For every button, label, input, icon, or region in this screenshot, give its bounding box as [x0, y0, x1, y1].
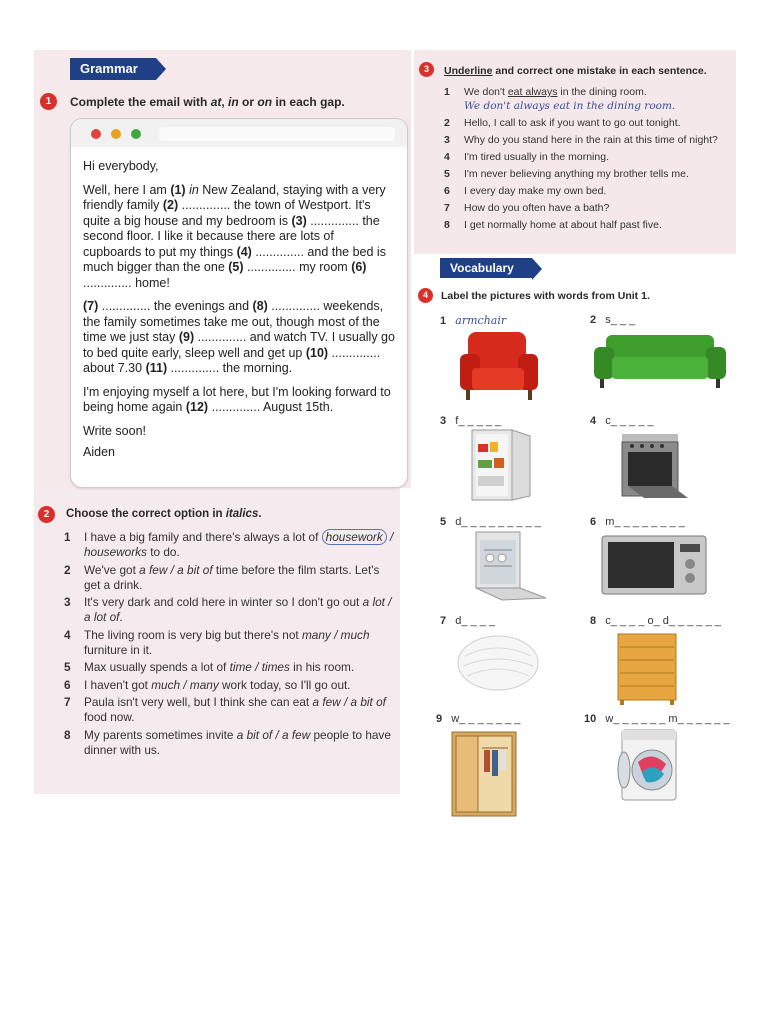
- vocab-blank: w_ _ _ _ _ _ _: [451, 713, 521, 725]
- text-run: I get normally home at about half past five.: [464, 218, 662, 231]
- text-run: in the dining room.: [557, 86, 647, 98]
- list-item: [444, 219, 734, 233]
- italic-option: many / much: [301, 627, 370, 642]
- vocab-label-2: [590, 314, 635, 326]
- text-run: time before the film starts. Let's get a drink.: [84, 562, 380, 592]
- list-item: [444, 151, 734, 165]
- exercise-3-number: 3: [419, 62, 434, 77]
- text-run: .............. the town of Westport. It's quite a big house and my bedroom is: [83, 198, 371, 228]
- vocab-answer: armchair: [455, 314, 507, 327]
- email-title-bar: [71, 119, 407, 147]
- list-item: [444, 185, 734, 199]
- instruction-text: in each gap.: [272, 95, 345, 109]
- instruction-text: or: [238, 95, 258, 109]
- grammar-banner-text: Grammar: [80, 61, 138, 76]
- text-run: .: [119, 610, 123, 624]
- text-run: furniture in it.: [84, 642, 153, 657]
- vocab-label-8: [590, 615, 721, 627]
- text-run: .............. weekends, the family sometimes take me out, though most of the time we just stay: [83, 299, 384, 344]
- item-number: 3: [444, 133, 450, 146]
- handwritten-answer: We don't always eat in the dining room.: [464, 99, 676, 112]
- item-number: 4: [64, 627, 71, 642]
- text-run: Max usually spends a lot of: [84, 660, 230, 674]
- cooker-icon: [618, 430, 690, 502]
- text-run: .............. and watch TV. I usually go to bed quite early, sleep well and get up: [83, 330, 395, 360]
- vocab-number: 8: [590, 615, 597, 627]
- vocab-label-3: [440, 415, 501, 427]
- text-run: We don't: [464, 86, 508, 98]
- vocab-label-6: [590, 516, 685, 528]
- chest-of-drawers-icon: [616, 632, 680, 706]
- vocab-number: 9: [436, 713, 443, 725]
- text-run: .............. August 15th.: [208, 400, 334, 414]
- email-body: [83, 159, 395, 469]
- text-run: The living room is very big but there's not: [84, 627, 302, 642]
- gap-number: (1): [170, 182, 190, 197]
- list-item: [64, 678, 394, 693]
- instruction-text: ,: [221, 95, 229, 109]
- item-number: 8: [444, 218, 450, 231]
- gap-number: (12): [185, 400, 209, 414]
- vocab-label-1: [440, 314, 506, 327]
- email-address-bar: [159, 127, 395, 141]
- instruction-text: and correct one mistake in each sentence.: [492, 65, 707, 77]
- email-paragraph-1: [83, 183, 395, 292]
- italic-option: a few / a bit of: [139, 562, 213, 577]
- instruction-option: at: [210, 95, 222, 109]
- vocabulary-banner-text: Vocabulary: [450, 261, 514, 275]
- email-sender-name: Aiden: [83, 445, 115, 459]
- instruction-option: on: [257, 95, 273, 109]
- text-run: to do.: [146, 545, 180, 559]
- italic-option: a bit of / a few: [236, 727, 311, 742]
- vocab-number: 10: [584, 713, 597, 725]
- vocab-label-10: [584, 713, 730, 725]
- text-run: Hello, I call to ask if you want to go out tonight.: [464, 116, 681, 129]
- text-run: people to have dinner with us.: [84, 727, 391, 757]
- text-run: How do you often have a bath?: [464, 201, 610, 214]
- italic-option: a few / a bit of: [312, 695, 386, 709]
- list-item: [64, 595, 394, 625]
- vocab-blank: d_ _ _ _: [455, 615, 496, 627]
- vocab-blank: d_ _ _ _ _ _ _ _ _: [455, 516, 541, 528]
- italic-option: a lot / a lot of: [84, 595, 392, 624]
- fridge-icon: [470, 428, 532, 502]
- exercise-4-number: 4: [418, 288, 433, 303]
- vocab-label-5: [440, 516, 541, 528]
- underlined-mistake: eat always: [507, 86, 558, 98]
- vocab-number: 1: [440, 315, 447, 327]
- gap-number: (7): [83, 299, 99, 313]
- instruction-option: in: [228, 95, 239, 109]
- email-paragraph-2: [83, 299, 395, 377]
- text-run: I'm tired usually in the morning.: [464, 150, 609, 163]
- gap-number: (2): [162, 198, 179, 212]
- list-item: [444, 86, 734, 113]
- vocab-number: 3: [440, 415, 447, 427]
- item-number: 1: [64, 530, 71, 544]
- text-run: New Zealand, staying with a very friendly family: [83, 182, 386, 212]
- text-run: .............. home!: [83, 275, 170, 290]
- duvet-icon: [455, 632, 541, 694]
- gap-number: (10): [305, 345, 329, 360]
- italic-option: / housewor​ks: [84, 530, 394, 559]
- instruction-underlined: Underline: [444, 65, 493, 77]
- item-number: 8: [64, 727, 71, 742]
- italic-option: time / times: [229, 660, 290, 674]
- vocab-blank: s_ _ _: [605, 314, 636, 326]
- text-run: I'm enjoying myself a lot here, but I'm looking forward to being home again: [83, 384, 391, 414]
- text-run: .............. the evenings and: [98, 299, 253, 313]
- list-item: [444, 117, 734, 131]
- microwave-icon: [600, 534, 710, 598]
- item-number: 1: [444, 86, 450, 98]
- text-run: .............. the morning.: [167, 361, 293, 375]
- item-number: 2: [64, 562, 71, 577]
- exercise-2-instruction: [66, 508, 262, 520]
- item-number: 6: [444, 184, 450, 197]
- text-run: We've got: [84, 562, 140, 577]
- vocab-blank: c_ _ _ _ o_ d_ _ _ _ _ _: [605, 615, 721, 627]
- vocab-number: 4: [590, 415, 597, 427]
- exercise-1-number: 1: [40, 93, 57, 110]
- armchair-icon: [458, 328, 540, 404]
- item-number: 5: [64, 660, 71, 674]
- washing-machine-icon: [614, 728, 680, 804]
- text-run: I haven't got: [84, 677, 152, 692]
- dishwasher-icon: [472, 530, 550, 602]
- italic-option: much / many: [151, 677, 219, 692]
- gap-number: (9): [178, 330, 195, 344]
- text-run: My parents sometimes invite: [84, 727, 237, 742]
- vocab-label-7: [440, 615, 495, 627]
- vocab-number: 6: [590, 516, 597, 528]
- sofa-icon: [592, 333, 728, 391]
- text-run: food now.: [84, 710, 135, 724]
- gap-number: (4): [236, 244, 252, 259]
- text-run: Why do you stand here in the rain at this time of night?: [464, 133, 718, 146]
- italic-option: in: [189, 182, 199, 197]
- list-item: [444, 202, 734, 216]
- maximize-dot-icon: [131, 129, 141, 139]
- item-number: 2: [444, 116, 450, 129]
- vocab-blank: f_ _ _ _ _: [455, 415, 502, 427]
- text-run: .............. about 7.30: [83, 345, 381, 375]
- vocab-number: 2: [590, 314, 597, 326]
- text-run: in his room.: [289, 660, 355, 674]
- exercise-3-list: [444, 86, 734, 236]
- vocab-number: 7: [440, 615, 447, 627]
- gap-number: (8): [252, 299, 268, 313]
- list-item: [444, 134, 734, 148]
- item-number: 3: [64, 595, 71, 609]
- list-item: [64, 530, 394, 560]
- vocab-blank: c_ _ _ _ _: [605, 415, 654, 427]
- exercise-4-instruction: Label the pictures with words from Unit 1.: [441, 290, 650, 302]
- text-run: work today, so I'll go out.: [218, 677, 351, 692]
- minimize-dot-icon: [111, 129, 121, 139]
- text-run: Well, here I am: [83, 182, 171, 197]
- list-item: [64, 660, 394, 675]
- vocab-blank: m_ _ _ _ _ _ _ _: [605, 516, 685, 528]
- instruction-text: Choose the correct option in: [66, 508, 226, 520]
- exercise-2-number: 2: [38, 506, 55, 523]
- list-item: [64, 728, 394, 758]
- email-window: [70, 118, 408, 488]
- email-greeting: Hi everybody,: [83, 159, 159, 173]
- email-signoff: Write soon!: [83, 423, 146, 438]
- item-number: 4: [444, 150, 450, 163]
- vocab-blank: w_ _ _ _ _ _ m_ _ _ _ _ _: [605, 713, 730, 725]
- vocab-number: 5: [440, 516, 447, 528]
- text-run: I'm never believing anything my brother tells me.: [464, 167, 689, 180]
- text-run: I every day make my own bed.: [464, 184, 607, 197]
- exercise-3-instruction: [444, 65, 707, 77]
- grammar-banner: [70, 58, 156, 80]
- wardrobe-icon: [448, 728, 522, 820]
- text-run: Paula isn't very well, but I think she can eat: [84, 695, 313, 709]
- item-number: 5: [444, 167, 450, 180]
- text-run: .............. and the bed is much bigger than the one: [83, 244, 386, 274]
- exercise-2-list: [64, 530, 394, 760]
- item-number: 7: [64, 695, 71, 709]
- list-item: [64, 563, 394, 593]
- list-item: [444, 168, 734, 182]
- item-number: 6: [64, 677, 71, 692]
- list-item: [64, 628, 394, 658]
- vocab-label-4: [590, 415, 654, 427]
- email-paragraph-3: [83, 385, 395, 416]
- list-item: [64, 695, 394, 725]
- gap-number: (6): [351, 260, 367, 274]
- gap-number: (11): [145, 361, 168, 375]
- text-run: I have a big family and there's always a lot of: [84, 530, 322, 544]
- gap-number: (3): [291, 213, 307, 228]
- instruction-text: Complete the email with: [70, 95, 211, 109]
- close-dot-icon: [91, 129, 101, 139]
- vocab-label-9: [436, 713, 520, 725]
- text-run: .............. the second floor. I like it because there are lots of cupboards to put my things: [83, 213, 380, 259]
- circled-answer: housework: [322, 529, 387, 545]
- exercise-1-instruction: [70, 95, 345, 109]
- item-number: 7: [444, 201, 450, 214]
- instruction-italic: italics: [225, 508, 259, 520]
- vocabulary-banner: [440, 258, 532, 278]
- gap-number: (5): [228, 260, 244, 274]
- instruction-text: .: [258, 508, 262, 520]
- text-run: .............. my room: [243, 260, 352, 274]
- text-run: It's very dark and cold here in winter so I don't go out: [84, 595, 363, 609]
